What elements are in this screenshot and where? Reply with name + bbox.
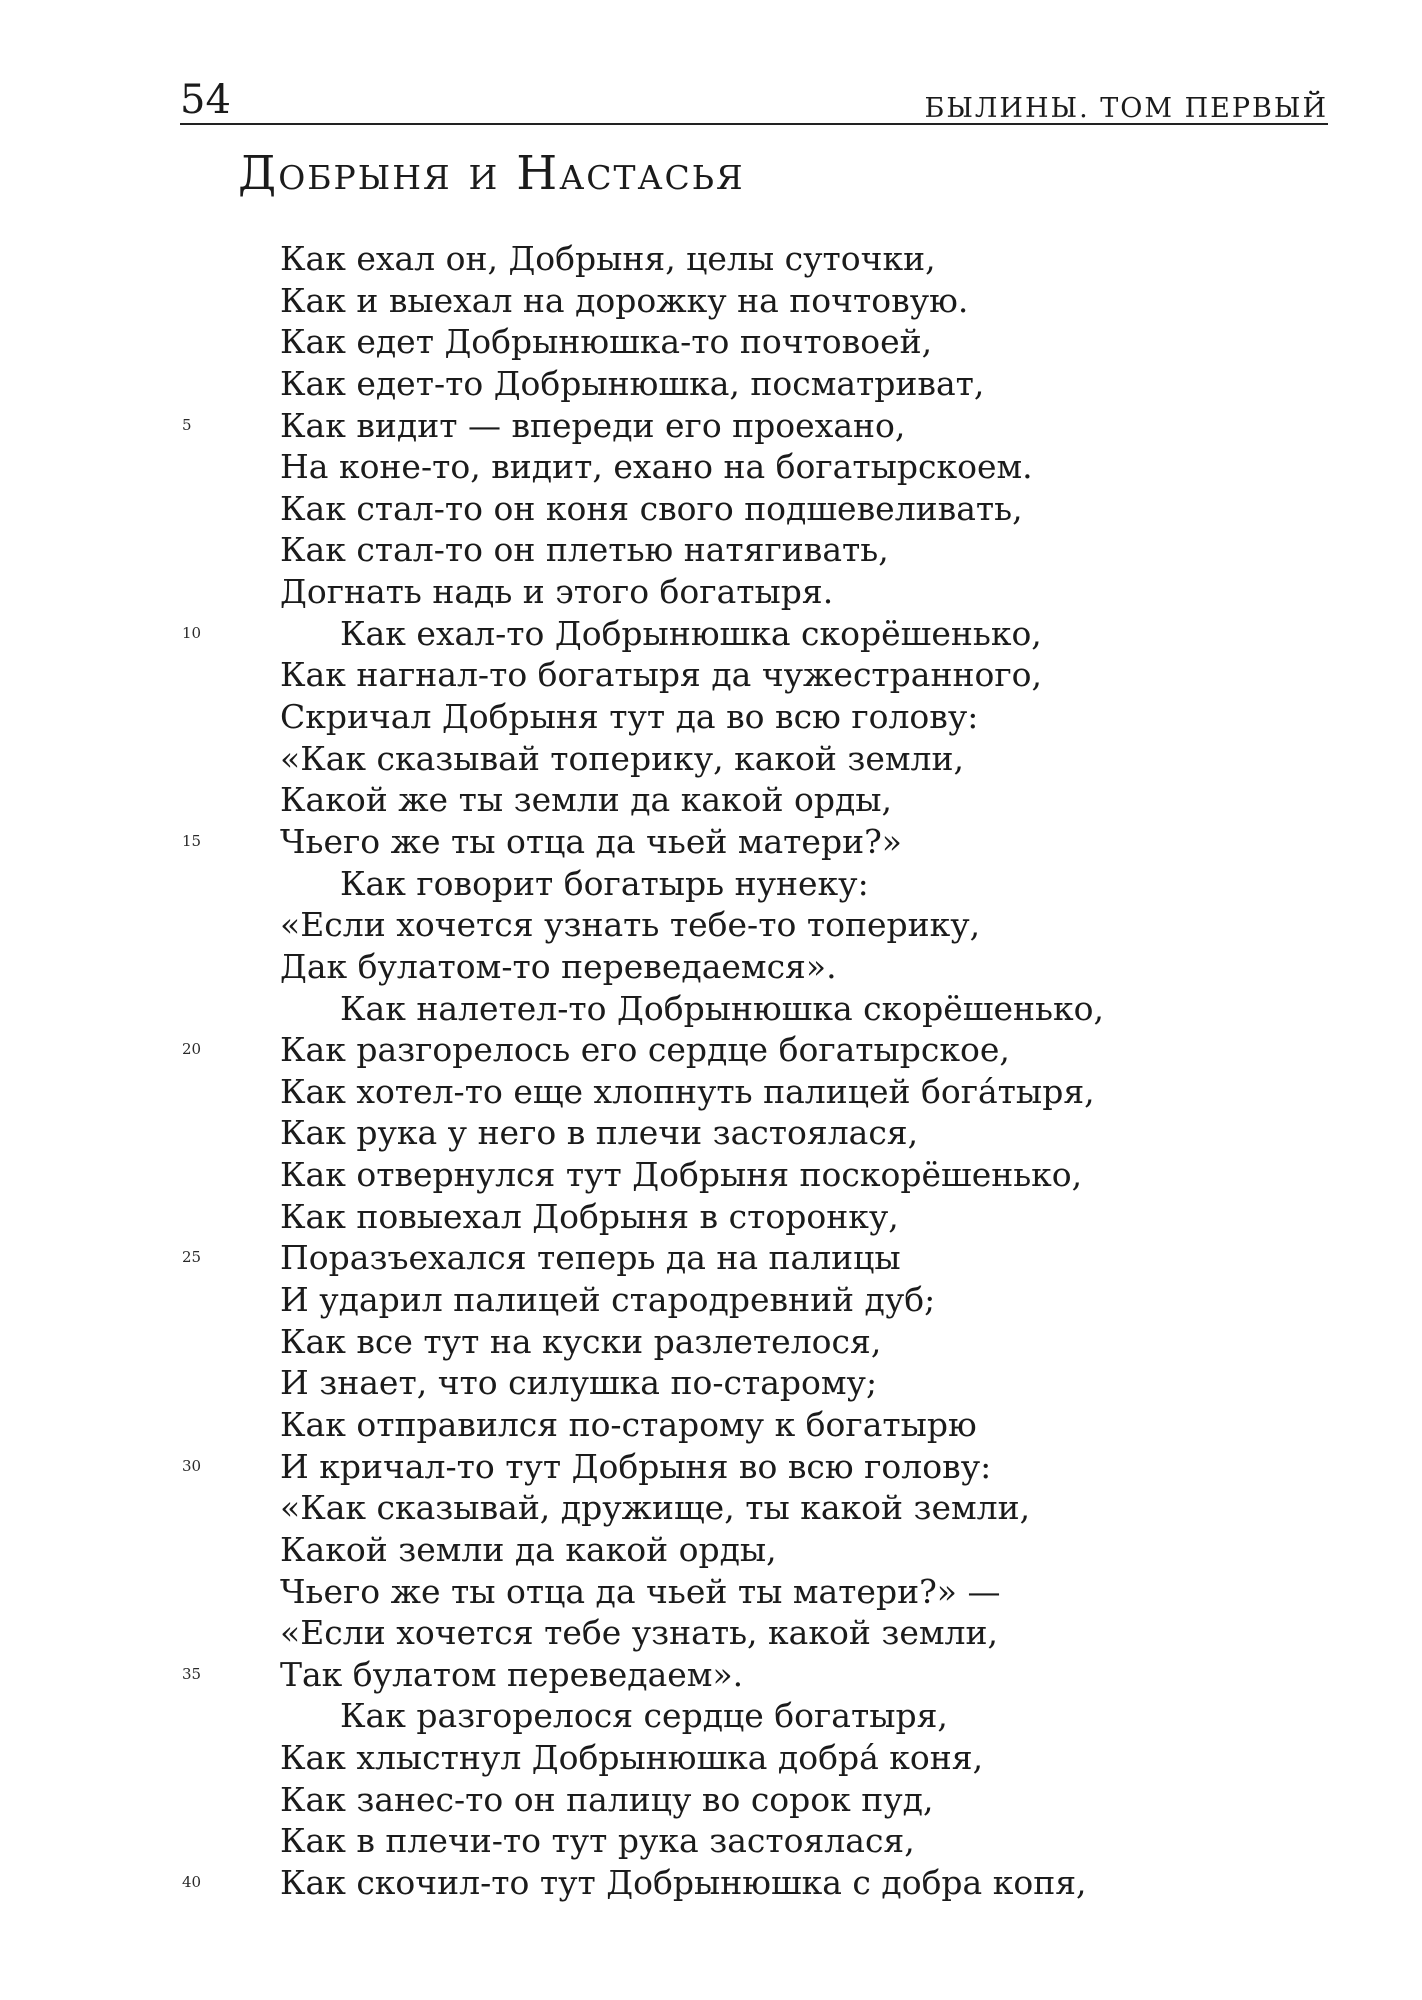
verse-line [0,405,1422,447]
line-text: Как хотел-то еще хлопнуть палицей бога́тыря, [280,1071,1095,1111]
line-text: Как повыехал Добрыня в сторонку, [280,1196,899,1236]
line-text: Как ехал он, Добрыня, целы суточки, [280,239,936,278]
line-text: Как налетел-то Добрынюшка скорёшенько, [340,988,1104,1028]
verse-line [0,654,1422,696]
verse-line [0,904,1422,946]
line-number: 20 [182,1040,202,1059]
verse-line [0,571,1422,613]
line-text: Как говорит богатырь нунеку: [340,863,869,903]
line-text: Как нагнал-то богатыря да чужестранного, [280,655,1042,695]
verse-line [0,1404,1422,1446]
line-number: 35 [182,1664,202,1683]
line-text: Скричал Добрыня тут да во всю голову: [280,697,979,737]
line-number: 5 [182,415,192,434]
line-number: 15 [182,831,202,850]
verse-line [0,1446,1422,1488]
verse-line [0,1237,1422,1279]
verse-line [0,446,1422,488]
line-text: Чьего же ты отца да чьей матери?» [280,821,902,861]
poem-title: Добрыня и Настасья [238,146,745,201]
line-text: «Если хочется узнать тебе-то топерику, [280,905,981,945]
verse-line [0,613,1422,655]
line-text: Как едет-то Добрынюшка, посматриват, [280,363,985,403]
line-number: 10 [182,623,202,642]
line-text: Как видит — впереди его проехано, [280,405,906,445]
verse-line [0,1571,1422,1613]
verse-line [0,863,1422,905]
line-text: Чьего же ты отца да чьей ты матери?» — [280,1571,1001,1611]
line-text: Какой же ты земли да какой орды, [280,780,893,820]
page-number: 54 [180,77,231,123]
line-text: «Как сказывай, дружище, ты какой земли, [280,1488,1031,1528]
line-text: «Как сказывай топерику, какой земли, [280,738,965,778]
line-text: Как отправился по-старому к богатырю [280,1404,977,1444]
line-text: Как стал-то он плетью натягивать, [280,530,889,570]
line-text: Как скочил-то тут Добрынюшка с добра копя, [280,1862,1087,1902]
book-title: БЫЛИНЫ. ТОМ ПЕРВЫЙ [924,93,1328,124]
line-text: Поразъехался теперь да на палицы [280,1238,901,1278]
line-text: Как занес-то он палицу во сорок пуд, [280,1779,934,1819]
verse-line [0,1362,1422,1404]
verse-line [0,988,1422,1030]
line-text: Дак булатом-то переведаемся». [280,946,837,986]
verse-line [0,1529,1422,1571]
running-header [180,78,1328,128]
line-text: И ударил палицей стародревний дуб; [280,1280,936,1320]
line-text: И кричал-то тут Добрыня во всю голову: [280,1446,992,1486]
verse-line [0,363,1422,405]
line-text: На коне-то, видит, ехано на богатырскоем. [280,447,1033,487]
verse-line [0,1196,1422,1238]
line-text: Так булатом переведаем». [280,1654,744,1694]
poem-lines [0,238,1422,1904]
line-text: Как стал-то он коня свого подшевеливать, [280,488,1023,528]
verse-line [0,280,1422,322]
line-text: Как разгорелося сердце богатыря, [340,1696,948,1736]
line-text: Как ехал-то Добрынюшка скорёшенько, [340,613,1042,653]
verse-line [0,1487,1422,1529]
verse-line [0,1612,1422,1654]
verse-line [0,321,1422,363]
line-text: Догнать надь и этого богатыря. [280,572,834,612]
verse-line [0,779,1422,821]
verse-line [0,821,1422,863]
line-text: Как хлыстнул Добрынюшка добра́ коня, [280,1738,984,1778]
line-text: Какой земли да какой орды, [280,1529,777,1569]
line-number: 30 [182,1456,202,1475]
line-text: Как отвернулся тут Добрыня поскорёшенько, [280,1155,1083,1195]
line-number: 40 [182,1872,202,1891]
verse-line [0,1112,1422,1154]
verse-line [0,1279,1422,1321]
verse-line [0,1862,1422,1904]
verse-line [0,529,1422,571]
verse-line [0,1321,1422,1363]
line-text: Как едет Добрынюшка-то почтовоей, [280,322,933,362]
verse-line [0,1695,1422,1737]
verse-line [0,488,1422,530]
header-divider [180,123,1328,125]
verse-line [0,1154,1422,1196]
line-text: Как разгорелось его сердце богатырское, [280,1030,1010,1070]
line-text: «Если хочется тебе узнать, какой земли, [280,1613,998,1653]
verse-line [0,696,1422,738]
line-number: 25 [182,1248,202,1267]
line-text: Как все тут на куски разлетелося, [280,1321,882,1361]
verse-line [0,1737,1422,1779]
verse-line [0,1029,1422,1071]
verse-line [0,1820,1422,1862]
verse-line [0,946,1422,988]
line-text: Как и выехал на дорожку на почтовую. [280,280,969,320]
verse-line [0,1071,1422,1113]
line-text: Как рука у него в плечи застоялася, [280,1113,919,1153]
verse-line [0,238,1422,280]
line-text: И знает, что силушка по-старому; [280,1363,878,1403]
verse-line [0,738,1422,780]
line-text: Как в плечи-то тут рука застоялася, [280,1821,915,1861]
verse-line [0,1654,1422,1696]
verse-line [0,1779,1422,1821]
